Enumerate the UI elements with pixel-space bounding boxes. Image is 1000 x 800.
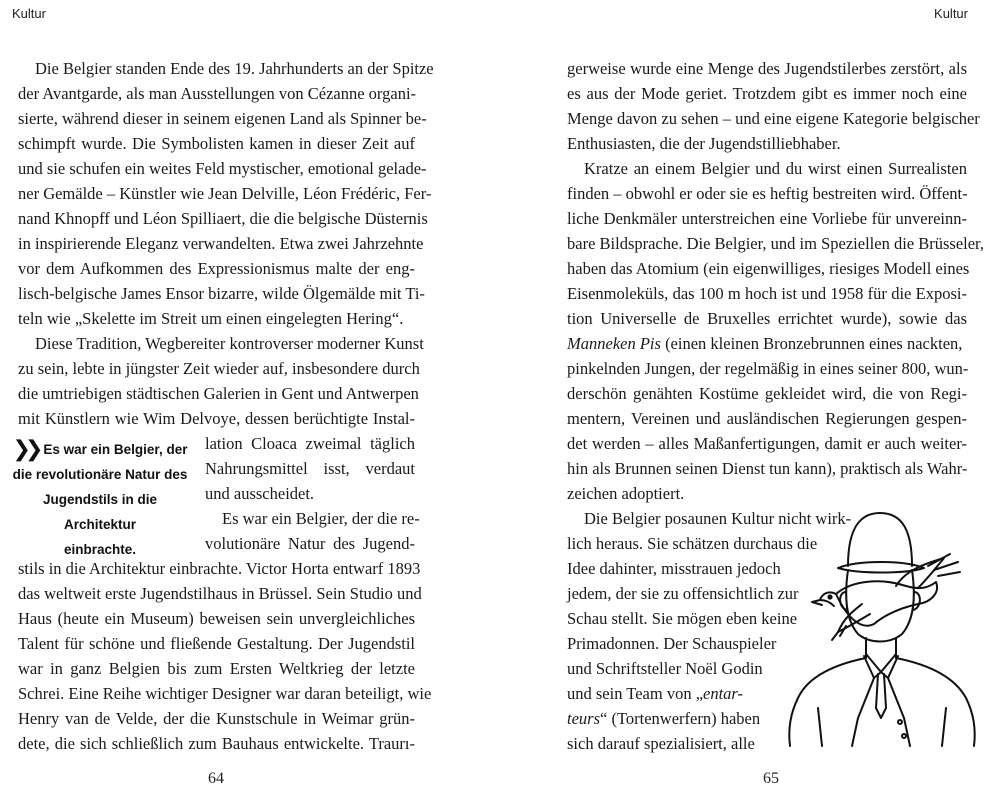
body-line: teln wie „Skelette im Streit um einen eingelegten Hering“. — [18, 309, 404, 328]
body-line: nand Khnopff und Léon Spilliaert, die die belgische Düsternis — [18, 209, 428, 228]
body-line: lich heraus. Sie schätzen durchaus die — [567, 534, 818, 553]
body-line: Kratze an einem Belgier und du wirst einen Surrealisten — [584, 159, 967, 178]
body-line: und Schriftsteller Noël Godin — [567, 659, 763, 678]
body-line: Diese Tradition, Wegbereiter kontroverser moderner Kunst — [35, 334, 424, 353]
body-line: jedem, der sie zu offensichtlich zur — [567, 584, 799, 603]
italic-term: Manneken Pis — [567, 334, 661, 353]
body-line: finden – obwohl er oder sie es heftig bestreiten wird. Öffent- — [567, 184, 968, 203]
body-line: Eisenmoleküls, das 100 m hoch ist und 1958 für die Exposi- — [567, 284, 967, 303]
body-line: ner Gemälde – Künstler wie Jean Delville, Léon Frédéric, Fer- — [18, 184, 432, 203]
pull-quote-line: Es war ein Belgier, der — [43, 442, 188, 457]
body-line: Die Belgier standen Ende des 19. Jahrhunderts an der Spitze — [35, 59, 434, 78]
body-line: lisch-belgische James Ensor bizarre, wilde Ölgemälde mit Ti- — [18, 284, 425, 303]
italic-term: teurs — [567, 709, 600, 728]
body-line: Talent für schöne und fließende Gestaltung. Der Jugendstil — [18, 634, 415, 653]
body-line: Primadonnen. Der Schauspieler — [567, 634, 777, 653]
bowler-hat-bird-illustration — [778, 508, 990, 748]
body-line: war in ganz Belgien bis zum Ersten Weltkrieg der letzte — [18, 659, 415, 678]
pull-quote — [6, 436, 194, 562]
body-line: stils in die Architektur einbrachte. Victor Horta entwarf 1893 — [18, 559, 421, 578]
body-line: in inspirierende Eleganz verwandelten. Etwa zwei Jahrzehnte — [18, 234, 424, 253]
body-line: das weltweit erste Jugendstilhaus in Brüssel. Sein Studio und — [18, 584, 422, 603]
body-line: und sie schufen ein weites Feld mystischer, emotional gelade- — [18, 159, 427, 178]
body-line: Schau stellt. Sie mögen eben keine — [567, 609, 798, 628]
italic-term: entar- — [703, 684, 744, 703]
body-line: haben das Atomium (ein eigenwilliges, riesiges Modell eines — [567, 259, 970, 278]
page-number-right: 65 — [763, 770, 779, 787]
pull-quote-line: Jugendstils in die Architektur — [42, 492, 158, 532]
page-number-left: 64 — [208, 770, 224, 787]
body-line: mit Künstlern wie Wim Delvoye, dessen berüchtigte Instal- — [18, 409, 415, 428]
body-line: liche Denkmäler unterstreichen eine Vorliebe für unvereinn- — [567, 209, 967, 228]
body-line: sich darauf spezialisiert, alle — [567, 734, 755, 753]
body-line: dete, die sich schließlich zum Bauhaus entwickelte. Traurı- — [18, 734, 415, 753]
body-line: tion Universelle de Bruxelles errichtet wurde), sowie das — [567, 309, 967, 328]
body-line: der Avantgarde, als man Ausstellungen von Cézanne organi- — [18, 84, 417, 103]
body-line: Henry van de Velde, der die Kunstschule in Weimar grün- — [18, 709, 415, 728]
body-line: es aus der Mode geriet. Trotzdem gibt es immer noch eine — [567, 84, 967, 103]
body-line: bare Bildsprache. Die Belgier, und im Speziellen die Brüsseler, — [567, 234, 985, 253]
body-line: det werden – alles Maßanfertigungen, damit er auch weiter- — [567, 434, 967, 453]
body-line: derschön genähten Kostüme gekleidet wird, die von Regi- — [567, 384, 967, 403]
body-line: volutionäre Natur des Jugend- — [205, 534, 415, 553]
body-line: Enthusiasten, die der Jugendstilliebhaber. — [567, 134, 841, 153]
body-line: vor dem Aufkommen des Expressionismus malte der eng- — [18, 259, 415, 278]
body-line: gerweise wurde eine Menge des Jugendstilerbes zerstört, als — [567, 59, 967, 78]
body-line: und ausscheidet. — [205, 484, 315, 503]
body-line — [567, 706, 760, 731]
body-line: zu sein, lebte in jüngster Zeit wieder auf, insbesondere durch — [18, 359, 420, 378]
body-line-part: und sein Team von „ — [567, 684, 704, 703]
body-line: Die Belgier posaunen Kultur nicht wirk- — [584, 509, 852, 528]
body-line-rest: (einen kleinen Bronzebrunnen eines nackten, — [660, 334, 963, 353]
body-line: Nahrungsmittel isst, verdaut — [205, 459, 415, 478]
body-line: pinkelnden Jungen, der regelmäßig in eines seiner 800, wun- — [567, 359, 969, 378]
pull-quote-line: einbrachte. — [63, 542, 137, 557]
body-line: schimpft wurde. Die Symbolisten kamen in dieser Zeit auf — [18, 134, 415, 153]
body-line: mentern, Vereinen und ausländischen Regierungen gespen- — [567, 409, 967, 428]
body-line — [567, 331, 967, 356]
body-line: sierte, während dieser in seinem eigenen Land als Spinner be- — [18, 109, 427, 128]
body-line: hin als Brunnen seinen Dienst tun kann), praktisch als Wahr- — [567, 459, 968, 478]
body-line — [567, 681, 743, 706]
body-line: die umtriebigen städtischen Galerien in Gent und Antwerpen — [18, 384, 419, 403]
running-head-left: Kultur — [12, 6, 46, 21]
body-line: Haus (heute ein Museum) beweisen sein unvergleichliches — [18, 609, 415, 628]
body-line: Idee dahinter, misstrauen jedoch — [567, 559, 781, 578]
body-line: Es war ein Belgier, der die re- — [222, 509, 420, 528]
body-line-rest: “ (Tortenwerfern) haben — [600, 709, 761, 728]
body-line: lation Cloaca zweimal täglich — [205, 434, 415, 453]
body-line: Menge davon zu sehen – und eine eigene Kategorie belgischer — [567, 109, 980, 128]
body-line: Schrei. Eine Reihe wichtiger Designer war daran beteiligt, wie — [18, 684, 432, 703]
body-line: zeichen adoptiert. — [567, 484, 685, 503]
running-head-right: Kultur — [934, 6, 968, 21]
pull-quote-line: die revolutionäre Natur des — [12, 467, 188, 482]
quote-chevron-icon: ❯❯ — [12, 436, 38, 461]
